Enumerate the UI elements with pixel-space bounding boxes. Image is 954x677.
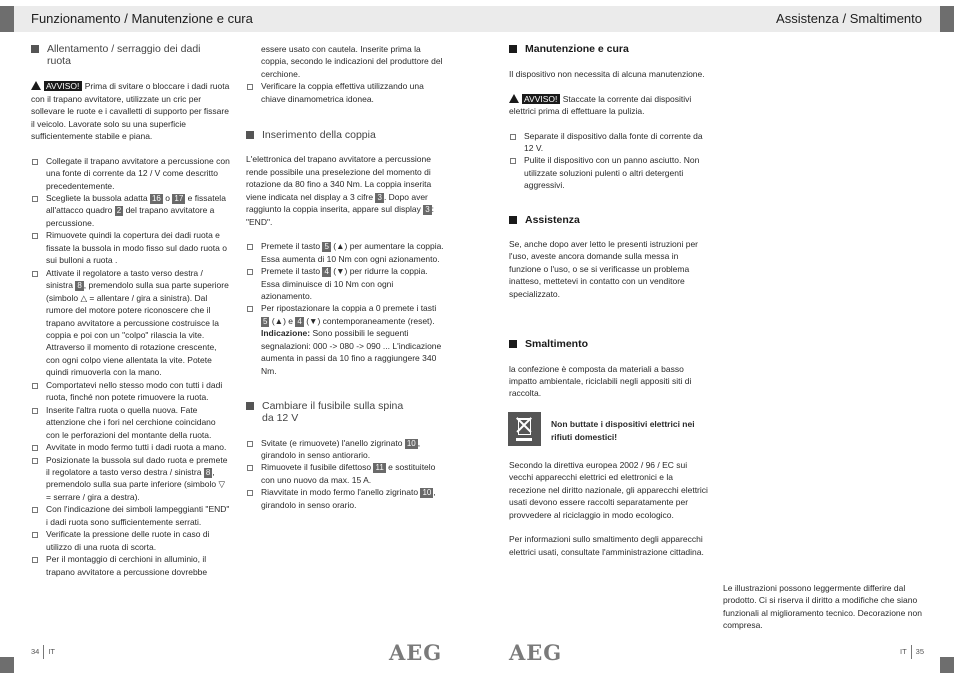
page-number-right bbox=[900, 645, 924, 659]
header-left-title: Funzionamento / Manutenzione e cura bbox=[31, 11, 253, 26]
list-item-text: , premendolo sulla sua parte inferiore (simbolo ▽ = serrare / gira a destra). bbox=[46, 467, 225, 502]
list-item bbox=[31, 503, 231, 528]
maintenance-paragraph: Il dispositivo non necessita di alcuna manutenzione. bbox=[509, 69, 705, 80]
list-item-text: (▼) contemporaneamente (reset). bbox=[306, 315, 435, 326]
paragraph-text: L'elettronica del trapano avvitatore a percussione rende possibile una preselezione del momento di rotazione da 80 fino a 340 Nm. La coppia inserita viene indicata nel display a 3 cifre bbox=[246, 154, 432, 202]
page-number: 34 bbox=[31, 646, 40, 656]
language-code: IT bbox=[899, 646, 907, 656]
list-item-text: Per il montaggio di cerchioni in alluminio, il trapano avvitatore a percussione dovrebbe bbox=[46, 554, 208, 577]
warning-paragraph bbox=[509, 93, 709, 118]
part-number: 10 bbox=[422, 488, 432, 498]
crossed-bin-icon bbox=[508, 412, 541, 446]
list-item-text: Rimuovete il fusibile difettoso bbox=[261, 462, 372, 473]
list-item-text: Premete il tasto bbox=[261, 266, 321, 277]
brand-logo-left: AEG bbox=[389, 640, 443, 665]
torque-paragraph bbox=[246, 153, 446, 228]
list-item-text: Svitate (e rimuovete) l'anello zigrinato bbox=[261, 437, 403, 448]
list-item bbox=[31, 267, 231, 379]
section-heading-torque bbox=[246, 129, 446, 141]
list-item-text: Con l'indicazione dei simboli lampeggianti "END" i dadi ruota sono sufficientemente serrati. bbox=[46, 504, 230, 527]
section-heading-wheel-nuts bbox=[31, 43, 207, 67]
part-number: 5 bbox=[263, 316, 268, 326]
list-item-text: (▲) e bbox=[271, 315, 293, 326]
warning-triangle-icon bbox=[31, 81, 41, 90]
part-number: 10 bbox=[406, 438, 416, 448]
part-number: 8 bbox=[77, 281, 82, 291]
column-2 bbox=[246, 43, 446, 511]
part-number: 8 bbox=[205, 468, 211, 477]
info-paragraph: Per informazioni sullo smaltimento degli apparecchi elettrici usati, consultate l'amministrazione cittadina. bbox=[509, 534, 704, 557]
directive-paragraph: Secondo la direttiva europea 2002 / 96 / EC sui vecchi apparecchi elettrici ed elettronici e la recezione nel diritto nazionale, gli apparecchi elettrici usati devono essere raccolti separatamente per provvedere al riciclaggio in modo ecologico. bbox=[509, 459, 708, 520]
section-heading-disposal bbox=[509, 338, 709, 350]
list-item-text: , girandolo in senso orario. bbox=[261, 487, 436, 510]
list-item-text: Separate il dispositivo dalla fonte di corrente da 12 V. bbox=[524, 130, 703, 154]
list-item-text: Verificare la coppia effettiva utilizzando una chiave dinamometrica idonea. bbox=[261, 81, 424, 104]
indication-note bbox=[246, 327, 446, 377]
list-item bbox=[31, 155, 231, 192]
page-number-left bbox=[31, 645, 55, 659]
part-number: 4 bbox=[297, 316, 302, 326]
list-item-text: Verificate la pressione delle ruote in caso di utilizzo di una ruota di scorta. bbox=[46, 529, 210, 552]
heading-text: Assistenza bbox=[525, 213, 580, 226]
continued-text: essere usato con cautela. Inserite prima la coppia, secondo le indicazioni del produttore del cerchione. bbox=[261, 44, 443, 79]
list-item bbox=[246, 437, 446, 462]
heading-text: Allentamento / serraggio dei dadi ruota bbox=[47, 43, 201, 68]
list-item bbox=[31, 192, 231, 229]
list-item bbox=[31, 404, 231, 441]
list-item-text: Riavvitate in modo fermo l'anello zigrinato bbox=[261, 487, 419, 498]
indication-text: Sono possibili le seguenti segnalazioni: 000 -> 080 -> 090 ... L'indicazione aumenta in passi da 10 fino a raggiungere 340 Nm. bbox=[261, 328, 442, 376]
list-item-text: Inserite l'altra ruota o quella nuova. Fate attenzione che i fori nel cerchione coincidano con le perforazioni del montante della ruota. bbox=[46, 404, 216, 440]
list-item bbox=[246, 302, 446, 327]
list-item bbox=[31, 441, 231, 453]
list-item-text: Attivate il regolatore a tasto verso destra / sinistra bbox=[46, 267, 203, 291]
warning-triangle-icon bbox=[509, 94, 519, 103]
section-heading-maintenance bbox=[509, 43, 709, 55]
list-item-text: , girandolo in senso antiorario. bbox=[261, 437, 421, 461]
warning-label: AVVISO! bbox=[44, 81, 82, 91]
list-item bbox=[246, 461, 446, 486]
part-number: 17 bbox=[174, 194, 184, 204]
list-item bbox=[246, 265, 446, 302]
section-heading-fuse bbox=[246, 400, 412, 424]
header-right-title: Assistenza / Smaltimento bbox=[776, 11, 922, 26]
disposal-paragraph: la confezione è composta da materiali a basso impatto ambientale, riciclabili negli appositi siti di raccolta. bbox=[509, 363, 692, 399]
list-item-text: Pulite il dispositivo con un panno asciutto. Non utilizzate soluzioni pulenti o altri detergenti aggressivi. bbox=[524, 155, 700, 191]
list-item-text: Posizionate la bussola sul dado ruota e premete il regolatore a tasto verso destra / sinistra bbox=[46, 454, 228, 477]
part-number: 11 bbox=[375, 463, 384, 473]
list-item-text: Comportatevi nello stesso modo con tutti i dadi ruota, finché non potete rimuovere la ruota. bbox=[46, 379, 223, 403]
warning-paragraph bbox=[31, 80, 231, 142]
list-item-text: , premendolo sulla sua parte superiore (simbolo △ = allentare / gira a sinistra). Dal rumore del motore potere riconoscere che il trapano avvitatore a percussione costruisce la coppia e poi con un "colpo" rilascia la vite. Attraverso il momento di rotazione crescente, con ogni colpo viene allentata la vite. Potete quindi rimuoverla con la mano. bbox=[46, 280, 229, 378]
warning-text: Prima di svitare o bloccare i dadi ruota con il trapano avvitatore, utilizzate un cric per sollevare le ruote e i cavalletti di supporto per fissare il veicolo. Lavorate solo su una superficie sufficientemente stabile e piana. bbox=[31, 81, 230, 142]
list-item bbox=[246, 240, 446, 265]
list-item bbox=[31, 379, 231, 404]
part-number: 2 bbox=[116, 206, 122, 216]
footer-divider bbox=[43, 645, 44, 659]
indication-label: Indicazione: bbox=[261, 328, 311, 339]
section-heading-assistance bbox=[509, 214, 709, 226]
brand-logo-right: AEG bbox=[509, 640, 563, 665]
list-item-text: del trapano avvitatore a percussione. bbox=[46, 205, 215, 228]
list-item bbox=[509, 154, 709, 191]
list-item-text: Scegliete la bussola adatta bbox=[46, 193, 148, 204]
heading-text: Smaltimento bbox=[525, 338, 589, 351]
heading-text: Manutenzione e cura bbox=[525, 43, 629, 55]
list-item-text: Per ripostazionare la coppia a 0 premete i tasti bbox=[261, 303, 437, 314]
list-item-text: Rimuovete quindi la copertura dei dadi ruota e fissate la bussola in modo fisso sul dado ruota o sui bulloni a ruota . bbox=[46, 230, 227, 266]
list-item-text: (▼) per ridurre la coppia. Essa diminuisce di 10 Nm con ogni azionamento. bbox=[261, 266, 428, 301]
part-number: 5 bbox=[324, 242, 329, 252]
column-1 bbox=[31, 43, 231, 578]
corner-mark-bottom-left bbox=[0, 657, 14, 673]
part-number: 16 bbox=[151, 194, 161, 204]
warning-label: AVVISO! bbox=[522, 94, 560, 104]
list-item-text: Collegate il trapano avvitatore a percussione con una fonte di corrente da 12 / V come descritto precedentemente. bbox=[46, 155, 230, 191]
disclaimer-note: Le illustrazioni possono leggermente differire dal prodotto. Ci si riserva il diritto a modifiche che siano funzionali al miglioramento tecnico. Decorazione non compresa. bbox=[723, 583, 922, 631]
list-item-text: e fissatela all'attacco quadro bbox=[46, 193, 226, 216]
part-number: 3 bbox=[425, 205, 430, 215]
paragraph-text: : "END". bbox=[246, 204, 435, 227]
column-3 bbox=[509, 43, 709, 558]
list-item-text: Premete il tasto bbox=[261, 241, 321, 252]
paragraph-text: . Dopo aver raggiunto la coppia inserita, appare sul display bbox=[246, 191, 428, 215]
part-number: 3 bbox=[377, 192, 382, 202]
footer-divider bbox=[911, 645, 912, 659]
list-item bbox=[31, 553, 231, 578]
warning-text: Staccate la corrente dai dispositivi elettrici prima di effettuare la pulizia. bbox=[509, 93, 692, 117]
list-item-text: o bbox=[165, 193, 170, 204]
bin-bar-shape bbox=[516, 438, 532, 441]
list-item-text: Avvitate in modo fermo tutti i dadi ruota a mano. bbox=[46, 442, 227, 453]
list-item bbox=[246, 80, 446, 105]
list-item bbox=[246, 486, 446, 511]
list-item bbox=[31, 528, 231, 553]
disposal-warning-note: Non buttate i dispositivi elettrici nei rifiuti domestici! bbox=[551, 419, 695, 442]
heading-text: Inserimento della coppia bbox=[262, 129, 376, 142]
corner-mark-bottom-right bbox=[940, 657, 954, 673]
list-item-text: e sostituitelo con uno nuovo da max. 15 A. bbox=[261, 462, 436, 485]
heading-text: Cambiare il fusibile sulla spina da 12 V bbox=[262, 400, 404, 425]
corner-mark-right bbox=[940, 6, 954, 32]
part-number: 4 bbox=[324, 267, 329, 277]
list-item bbox=[31, 454, 231, 504]
assistance-paragraph: Se, anche dopo aver letto le presenti istruzioni per l'uso, aveste ancora domande sulla messa in funzione o l'uso, o se si verificasse un problema inatteso, mettetevi in contatto con un venditore specializzato. bbox=[509, 239, 699, 299]
list-item bbox=[509, 130, 709, 155]
language-code: IT bbox=[48, 646, 56, 656]
page-number: 35 bbox=[915, 646, 924, 656]
list-item bbox=[31, 229, 231, 266]
list-item-text: (▲) per aumentare la coppia. Essa aumenta di 10 Nm con ogni azionamento. bbox=[261, 241, 444, 264]
corner-mark-left bbox=[0, 6, 14, 32]
